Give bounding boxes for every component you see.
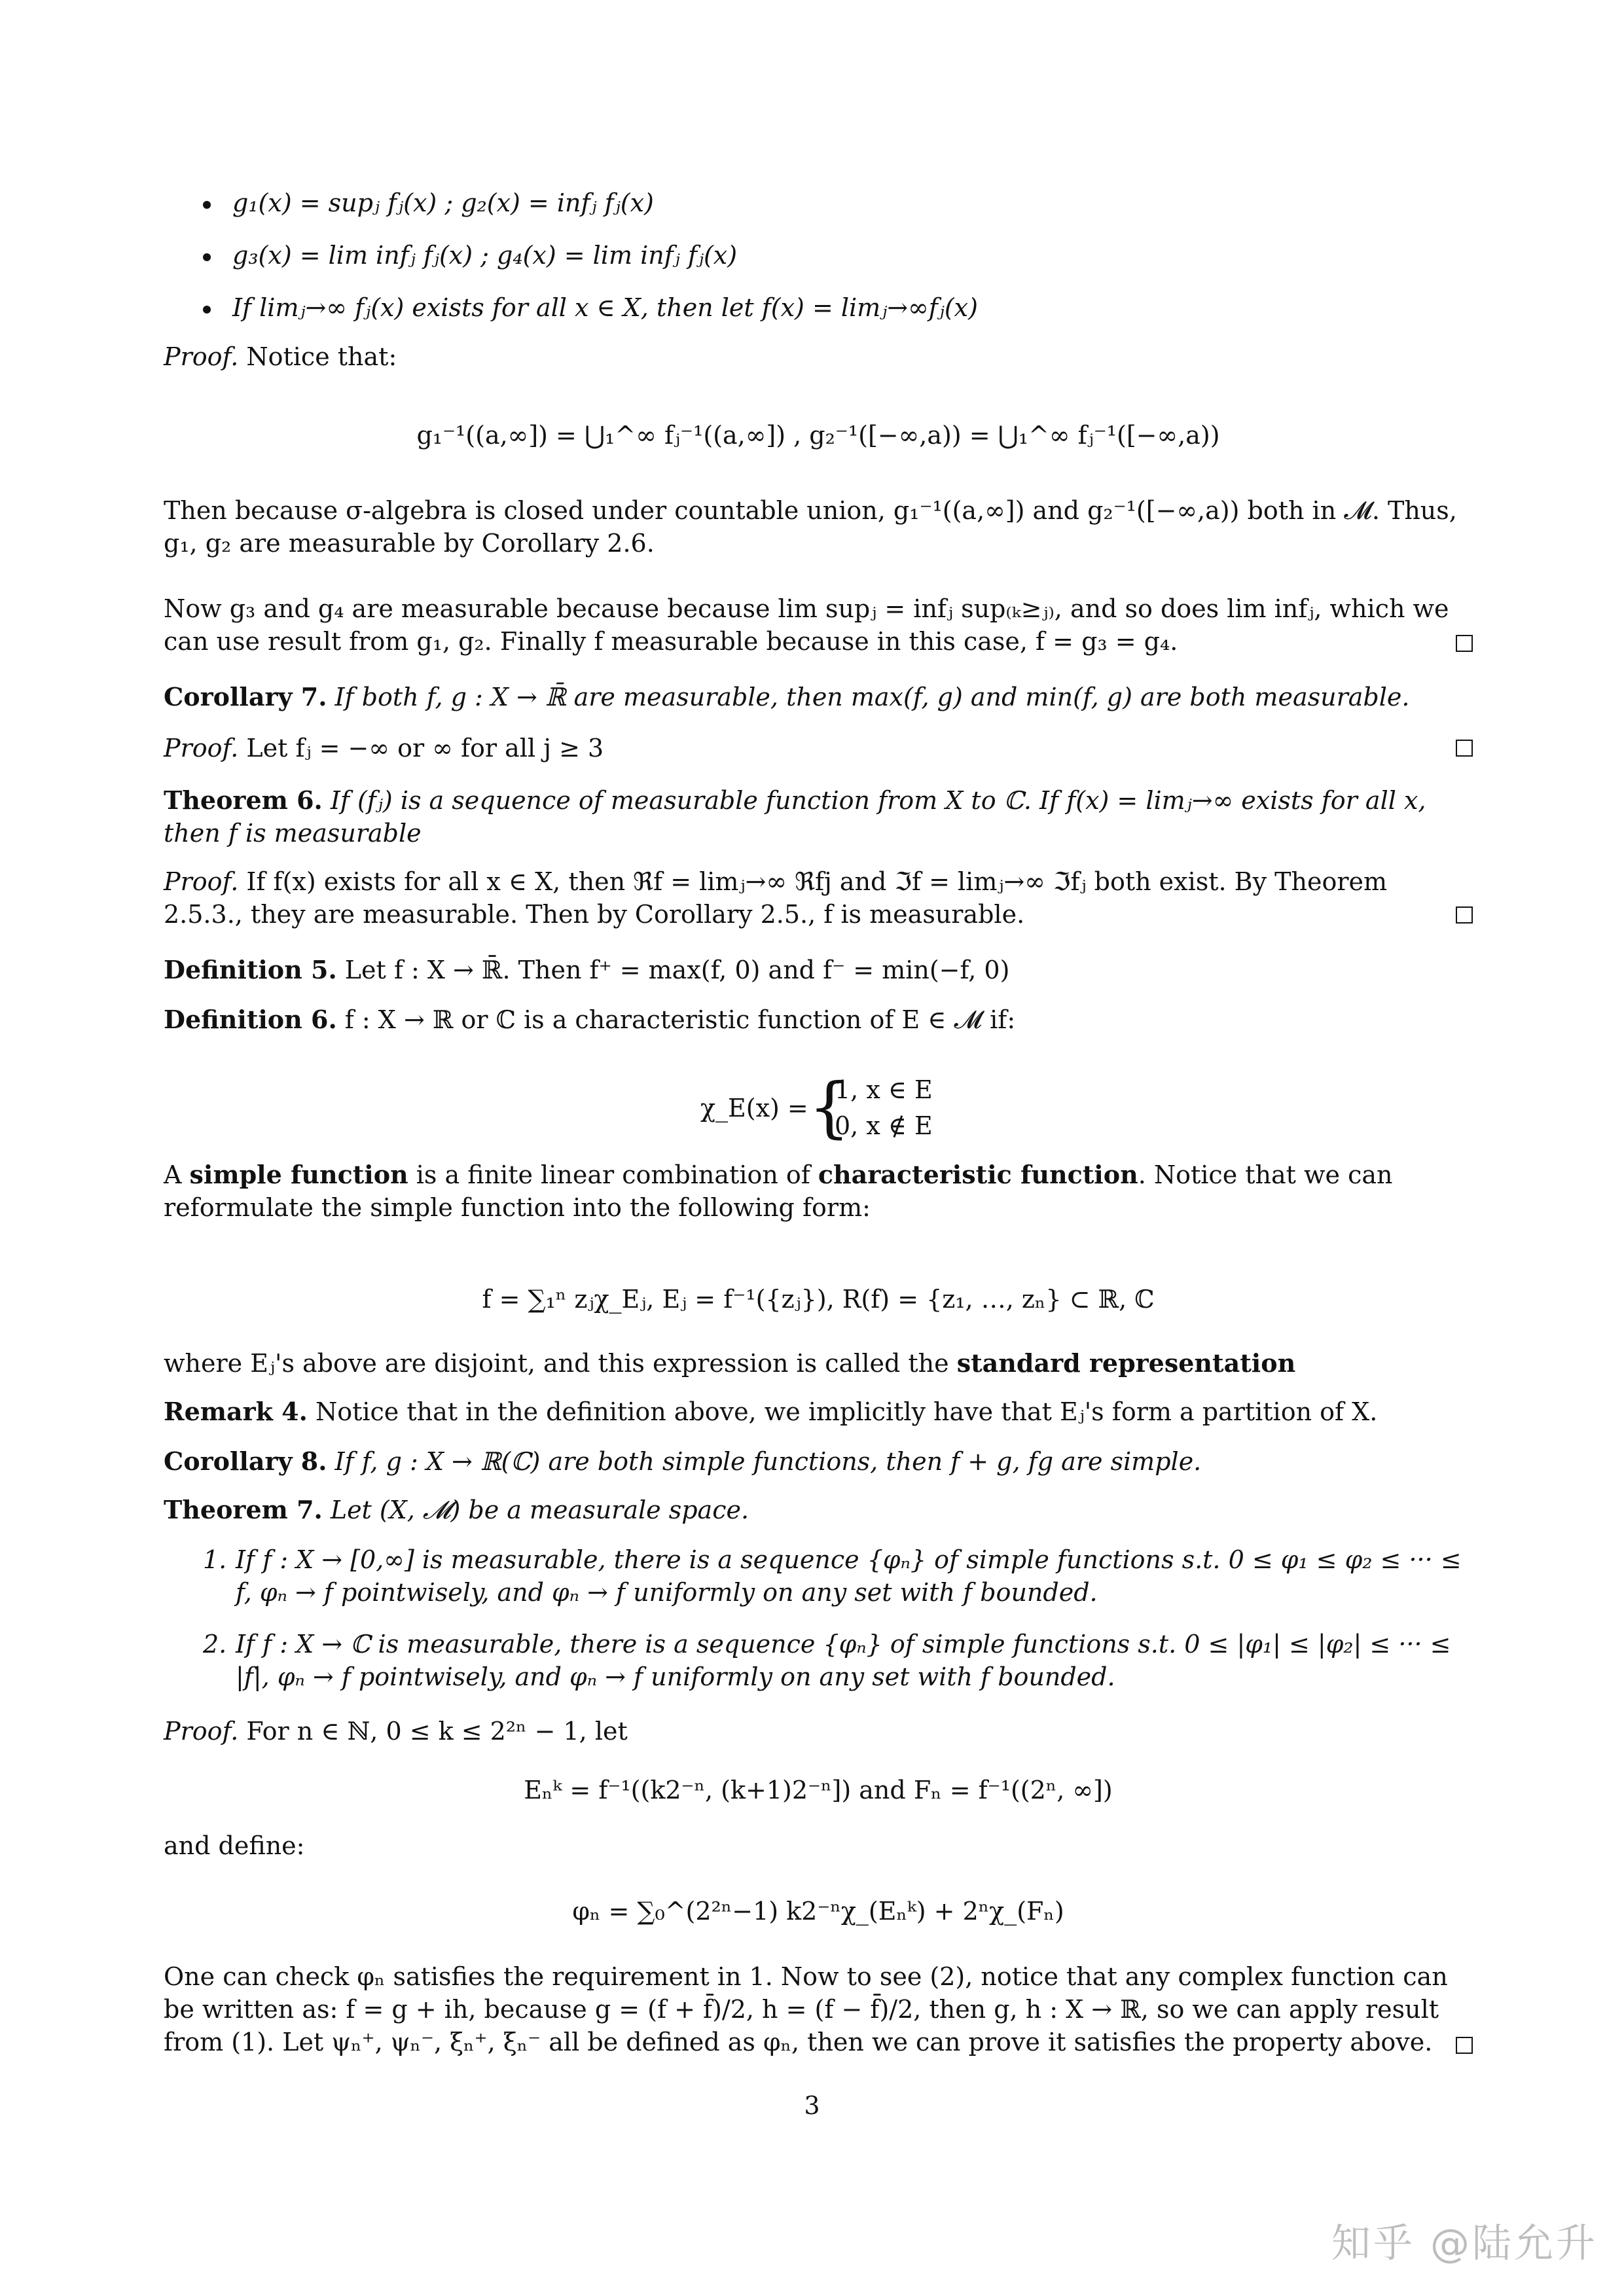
equation-lhs: χ_E(x) = (700, 1094, 808, 1122)
standard-rep-paragraph (164, 1347, 1473, 1380)
proof-label: Proof. (164, 867, 239, 896)
qed-box (1456, 2037, 1473, 2054)
bullet-text: If limⱼ→∞ fⱼ(x) exists for all x ∈ X, then let f(x) = limⱼ→∞fⱼ(x) (232, 293, 978, 322)
equation-standard-rep: f = ∑₁ⁿ zⱼχ_Eⱼ, Eⱼ = f⁻¹({zⱼ}), R(f) = {z₁, …, zₙ} ⊂ ℝ, ℂ (482, 1285, 1155, 1314)
corollary-7 (164, 681, 1473, 713)
corollary-text: If f, g : X → ℝ(ℂ) are both simple functions, then f + g, fg are simple. (334, 1447, 1202, 1476)
bullet-item (203, 239, 1473, 272)
text-fragment: where Eⱼ's above are disjoint, and this expression is called the (164, 1349, 957, 1378)
text-fragment: A (164, 1160, 190, 1189)
proof-intro (164, 340, 1473, 373)
proof-label: Proof. (164, 734, 239, 762)
remark-4 (164, 1395, 1473, 1428)
equation-preimage: g₁⁻¹((a,∞]) = ⋃₁^∞ fⱼ⁻¹((a,∞]) , g₂⁻¹([−∞,a)) = ⋃₁^∞ fⱼ⁻¹([−∞,a)) (416, 421, 1220, 450)
proof-text: For n ∈ ℕ, 0 ≤ k ≤ 2²ⁿ − 1, let (246, 1717, 628, 1746)
corollary-8 (164, 1445, 1473, 1478)
theorem-6 (164, 784, 1473, 850)
and-define: and define: (164, 1831, 305, 1860)
case-2: 0, x ∉ E (835, 1111, 933, 1140)
bullet-text: g₃(x) = lim infⱼ fⱼ(x) ; g₄(x) = lim infⱼ fⱼ(x) (232, 241, 738, 270)
proof-label: Proof. (164, 1717, 239, 1746)
theorem-7 (164, 1494, 1473, 1526)
proof-text: If f(x) exists for all x ∈ X, then ℜf = limⱼ→∞ ℜfj and ℑf = limⱼ→∞ ℑfⱼ both exist. By Theorem 2.5.3., they are measurable. Then by Corollary 2.5., f is measurable. (164, 867, 1388, 929)
equation-characteristic (164, 1069, 1473, 1145)
definition-text: Let f : X → ℝ̄. Then f⁺ = max(f, 0) and f⁻ = min(−f, 0) (344, 956, 1010, 984)
theorem-text: If (fⱼ) is a sequence of measurable function from X to ℂ. If f(x) = limⱼ→∞ exists for all x, then f is measurable (164, 786, 1426, 848)
qed-box (1456, 906, 1473, 924)
definition-label: Definition 6. (164, 1005, 337, 1034)
corollary-label: Corollary 8. (164, 1446, 327, 1476)
enum-item (203, 1628, 1473, 1693)
corollary-text: If both f, g : X → ℝ̄ are measurable, then max(f, g) and min(f, g) are both measurable. (334, 683, 1410, 711)
proof-text: Let fⱼ = −∞ or ∞ for all j ≥ 3 (246, 734, 604, 762)
corollary-label: Corollary 7. (164, 682, 327, 711)
equation-E-F: Eₙᵏ = f⁻¹((k2⁻ⁿ, (k+1)2⁻ⁿ]) and Fₙ = f⁻¹((2ⁿ, ∞]) (524, 1776, 1113, 1804)
bullet-dot (203, 201, 211, 209)
enum-text: If f : X → [0,∞] is measurable, there is a sequence {φₙ} of simple functions s.t. 0 ≤ φ₁ ≤ φ₂ ≤ ··· ≤ f, φₙ → f pointwisely, and φₙ → f uniformly on any set with f bounded. (236, 1545, 1462, 1607)
bullet-item (203, 187, 1473, 219)
term-simple-function: simple function (189, 1160, 408, 1189)
theorem-label: Theorem 7. (164, 1495, 323, 1524)
watermark: 知乎 @陆允升 (1331, 2221, 1598, 2267)
proof-text: Notice that: (246, 342, 397, 371)
bullet-dot (203, 253, 211, 261)
theorem-label: Theorem 6. (164, 785, 323, 815)
paragraph (164, 592, 1473, 658)
simple-function-paragraph (164, 1158, 1473, 1224)
definition-label: Definition 5. (164, 955, 337, 984)
theorem-text: Let (X, 𝓜) be a measurale space. (330, 1496, 749, 1524)
brace-glyph: { (808, 1069, 850, 1145)
paragraph: Then because σ-algebra is closed under countable union, g₁⁻¹((a,∞]) and g₂⁻¹([−∞,a)) both in 𝓜. Thus, g₁, g₂ are measurable by Corollary 2.6. (164, 496, 1457, 558)
qed-box (1456, 635, 1473, 652)
case-1: 1, x ∈ E (835, 1075, 933, 1104)
enum-number: 2. (203, 1630, 227, 1659)
enum-text: If f : X → ℂ is measurable, there is a sequence {φₙ} of simple functions s.t. 0 ≤ |φ₁| ≤ |φ₂| ≤ ··· ≤ |f|, φₙ → f pointwisely, and φₙ → f uniformly on any set with f bounded. (236, 1630, 1451, 1691)
proof-theorem-7 (164, 1715, 1473, 1748)
definition-5 (164, 954, 1473, 986)
page-number: 3 (804, 2091, 820, 2120)
final-paragraph: One can check φₙ satisfies the requirement in 1. Now to see (2), notice that any complex function can be written as: f = g + ih, because g = (f + f̄)/2, h = (f − f̄)/2, then g, h : X → ℝ, so we can apply result from (1). Let ψₙ⁺, ψₙ⁻, ξₙ⁺, ξₙ⁻ all be defined as φₙ, then we can prove it satisfies the property above. (164, 1962, 1448, 2056)
proof-theorem-6 (164, 865, 1473, 931)
enum-number: 1. (203, 1545, 227, 1574)
remark-text: Notice that in the definition above, we implicitly have that Eⱼ's form a partition of X. (315, 1397, 1378, 1426)
equation-phi: φₙ = ∑₀^(2²ⁿ−1) k2⁻ⁿχ_(Eₙᵏ) + 2ⁿχ_(Fₙ) (572, 1897, 1064, 1926)
term-standard-representation: standard representation (956, 1348, 1296, 1378)
enum-item (203, 1543, 1473, 1609)
qed-box (1456, 740, 1473, 757)
paragraph-text: Now g₃ and g₄ are measurable because because lim supⱼ = infⱼ sup₍ₖ≥ⱼ₎, and so does lim infⱼ, which we can use result from g₁, g₂. Finally f measurable because in this case, f = g₃ = g₄. (164, 594, 1449, 656)
term-characteristic-function: characteristic function (818, 1160, 1138, 1189)
text-fragment: is a finite linear combination of (408, 1160, 818, 1189)
definition-text: f : X → ℝ or ℂ is a characteristic function of E ∈ 𝓜 if: (344, 1005, 1016, 1034)
remark-label: Remark 4. (164, 1397, 308, 1426)
proof-label: Proof. (164, 342, 239, 371)
bullet-item (203, 291, 1473, 324)
bullet-dot (203, 306, 211, 314)
proof-corollary-7 (164, 732, 1473, 764)
definition-6 (164, 1003, 1473, 1036)
bullet-text: g₁(x) = supⱼ fⱼ(x) ; g₂(x) = infⱼ fⱼ(x) (232, 188, 654, 217)
text-fragment: . Notice that we can reformulate the simple function into the following form: (164, 1160, 1393, 1222)
